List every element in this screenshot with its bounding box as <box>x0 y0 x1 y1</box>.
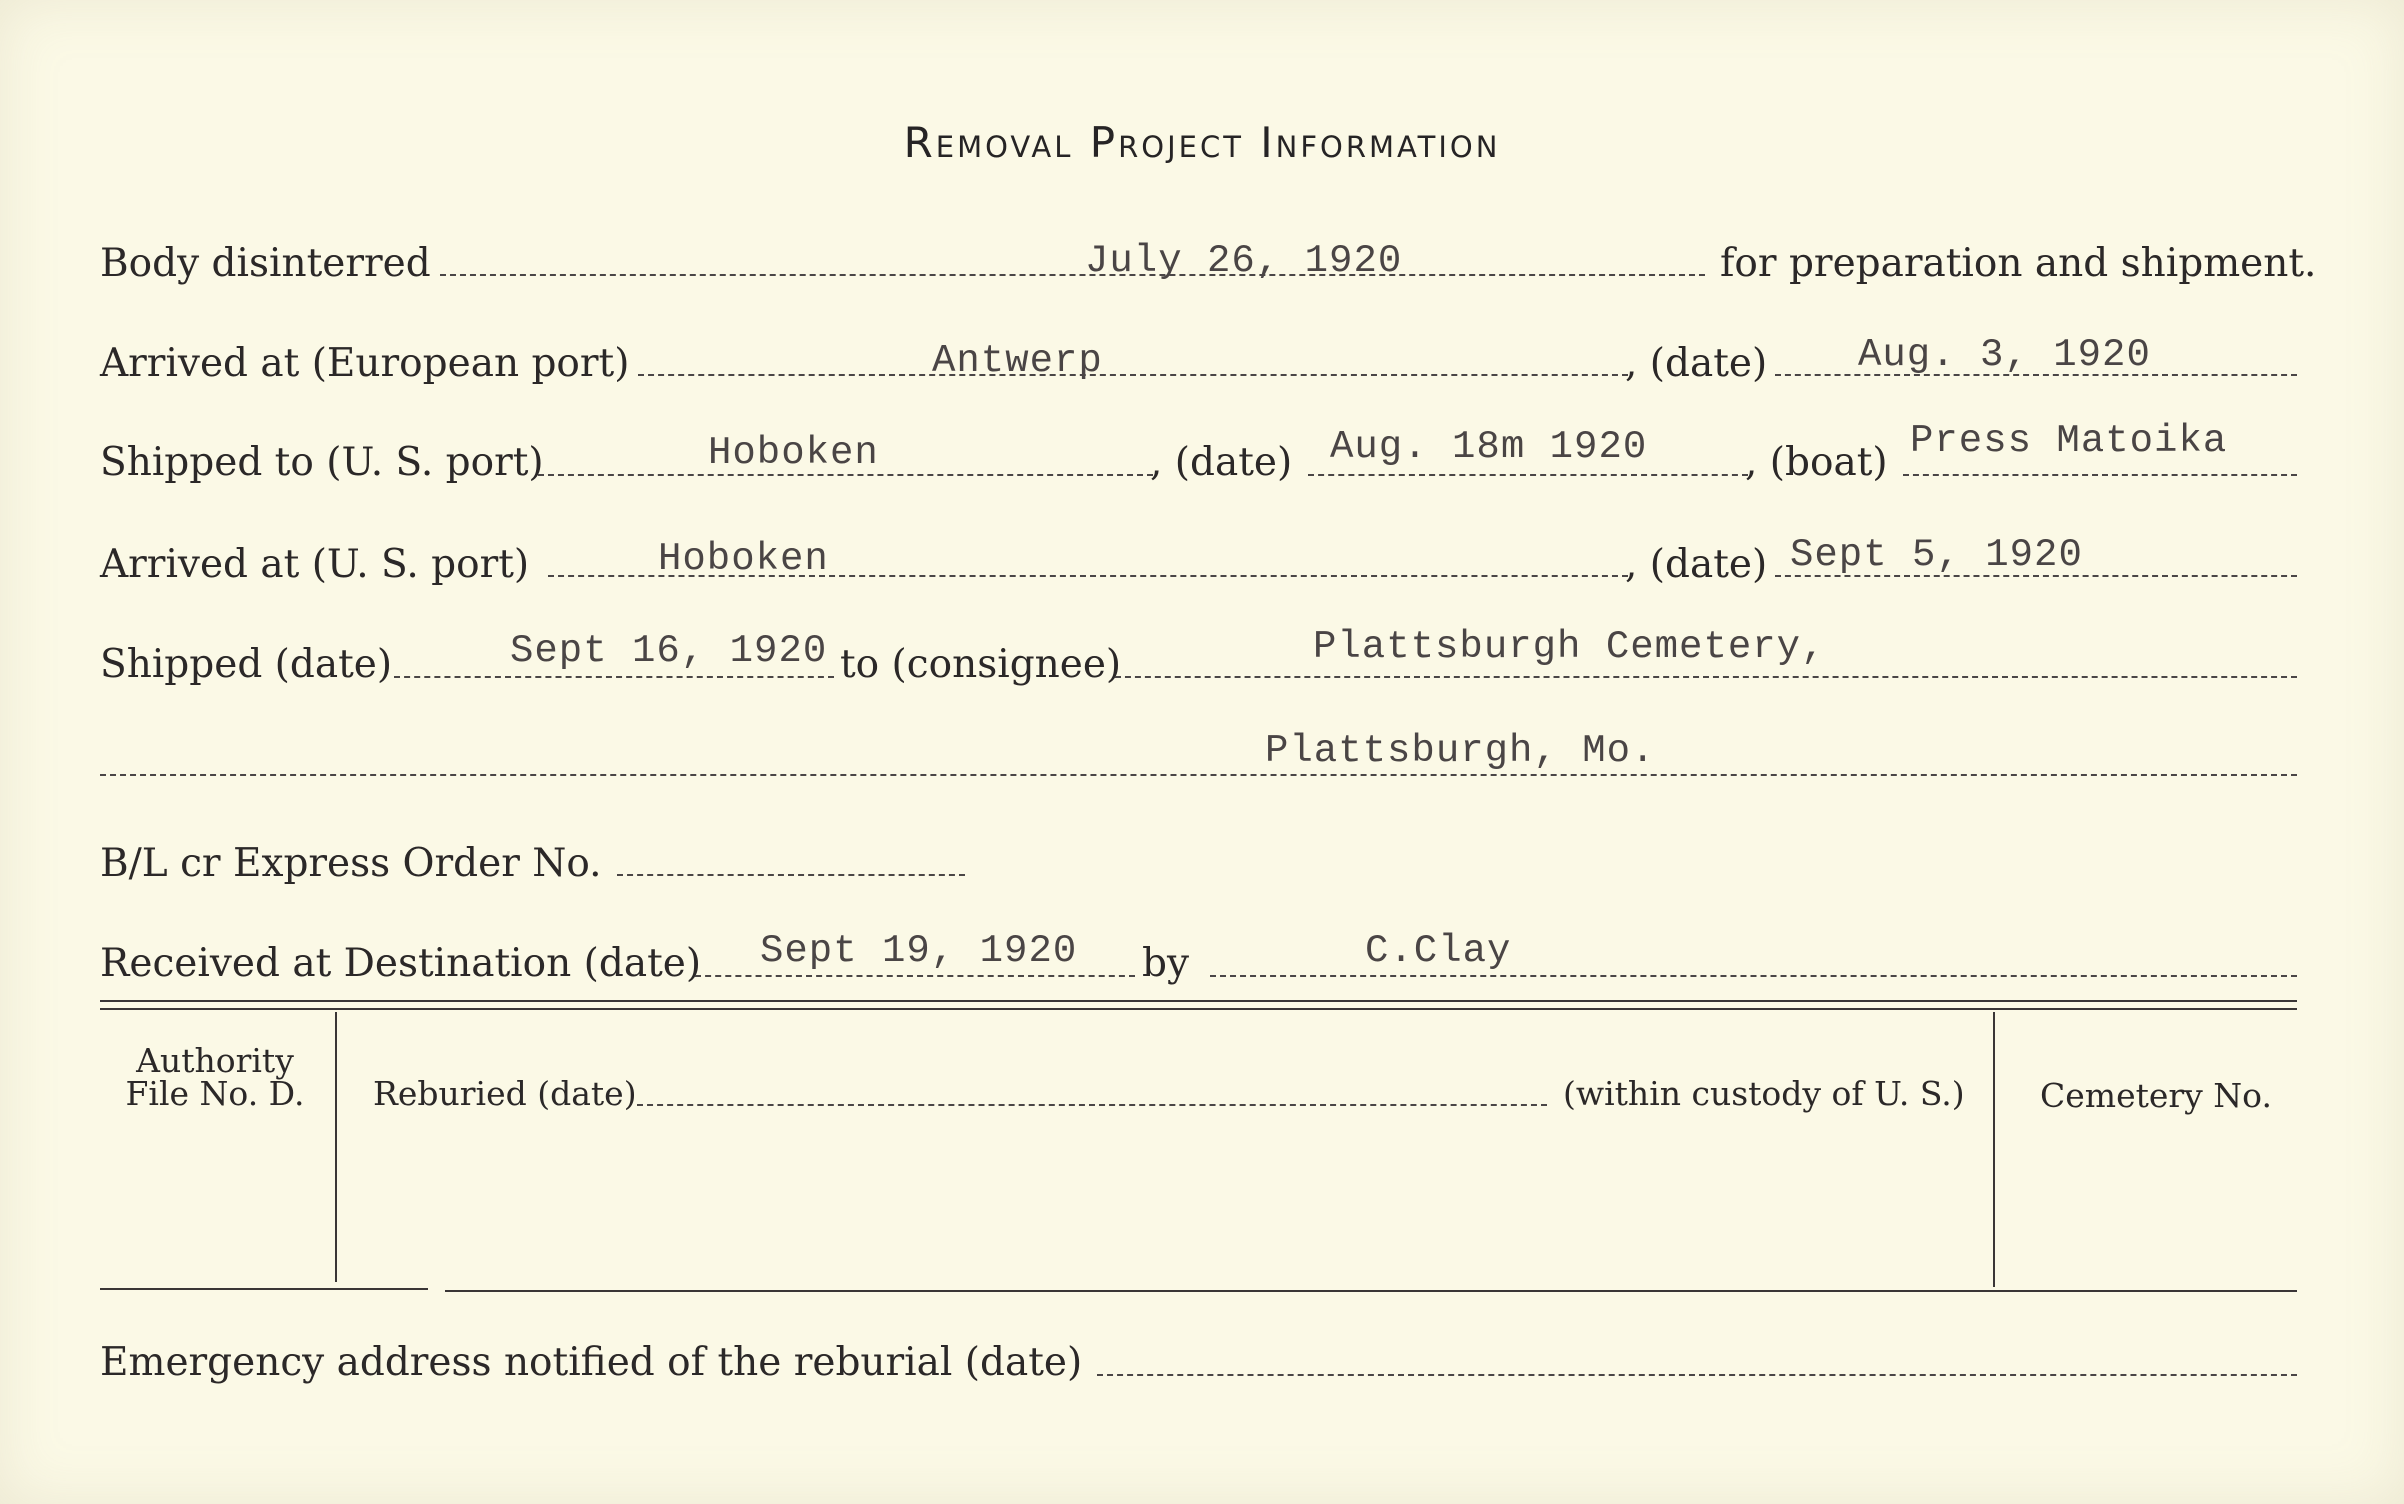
shipped-us-date-line <box>1308 474 1748 476</box>
received-by-line <box>1210 975 2297 977</box>
european-date-value: Aug. 3, 1920 <box>1858 333 2151 377</box>
disinterred-date: July 26, 1920 <box>1085 239 1403 283</box>
boat-label: , (boat) <box>1745 440 1888 485</box>
shipped-us-value: Hoboken <box>708 431 879 475</box>
received-by-value: C.Clay <box>1365 929 1512 973</box>
arrived-us-value: Hoboken <box>658 537 829 581</box>
consignee-value-2: Plattsburgh, Mo. <box>1265 729 1656 773</box>
authority-label-line2: File No. D. <box>125 1074 305 1113</box>
authority-label-line1: Authority <box>136 1041 294 1080</box>
box-bottom-rule-right <box>445 1290 2297 1292</box>
european-date-label: , (date) <box>1625 341 1768 386</box>
box-top-rule-1 <box>100 1000 2297 1002</box>
received-date-value: Sept 19, 1920 <box>760 929 1078 973</box>
consignee-line-2 <box>100 774 2297 776</box>
received-by-label: by <box>1142 941 1189 986</box>
shipped-us-label: Shipped to (U. S. port) <box>100 440 544 485</box>
reburied-line <box>637 1104 1547 1106</box>
shipped-date-line <box>394 676 834 678</box>
box-top-rule-2 <box>100 1008 2297 1010</box>
bl-line <box>617 874 965 876</box>
consignee-line <box>1115 676 2297 678</box>
emergency-line <box>1097 1374 2297 1376</box>
arrived-us-date-value: Sept 5, 1920 <box>1790 533 2083 577</box>
boat-value: Press Matoika <box>1910 419 2228 463</box>
box-bottom-rule-left <box>100 1288 428 1290</box>
box-divider-right <box>1993 1012 1995 1287</box>
emergency-label: Emergency address notified of the reburial (date) <box>100 1340 1083 1385</box>
consignee-value: Plattsburgh Cemetery, <box>1313 625 1826 669</box>
bl-label: B/L cr Express Order No. <box>100 841 602 886</box>
boat-line <box>1903 474 2297 476</box>
reburied-label: Reburied (date) <box>373 1074 637 1113</box>
disinterred-label: Body disinterred <box>100 241 431 286</box>
cemetery-no-label: Cemetery No. <box>2040 1076 2272 1115</box>
arrived-us-label: Arrived at (U. S. port) <box>100 542 530 587</box>
shipped-us-date-value: Aug. 18m 1920 <box>1330 425 1648 469</box>
shipped-date-value: Sept 16, 1920 <box>510 629 828 673</box>
custody-label: (within custody of U. S.) <box>1563 1074 1965 1113</box>
box-divider-left <box>335 1012 337 1282</box>
shipped-us-date-label: , (date) <box>1150 440 1293 485</box>
disinterred-suffix: for preparation and shipment. <box>1720 241 2317 286</box>
disinterred-line <box>440 274 1705 276</box>
arrived-us-date-label: , (date) <box>1625 542 1768 587</box>
european-port-value: Antwerp <box>932 339 1103 383</box>
consignee-label: to (consignee) <box>840 642 1122 687</box>
shipped-date-label: Shipped (date) <box>100 642 393 687</box>
european-port-line <box>638 374 1628 376</box>
received-label: Received at Destination (date) <box>100 941 702 986</box>
european-port-label: Arrived at (European port) <box>100 341 630 386</box>
received-date-line <box>695 975 1135 977</box>
page-title: Removal Project Information <box>903 118 1501 167</box>
